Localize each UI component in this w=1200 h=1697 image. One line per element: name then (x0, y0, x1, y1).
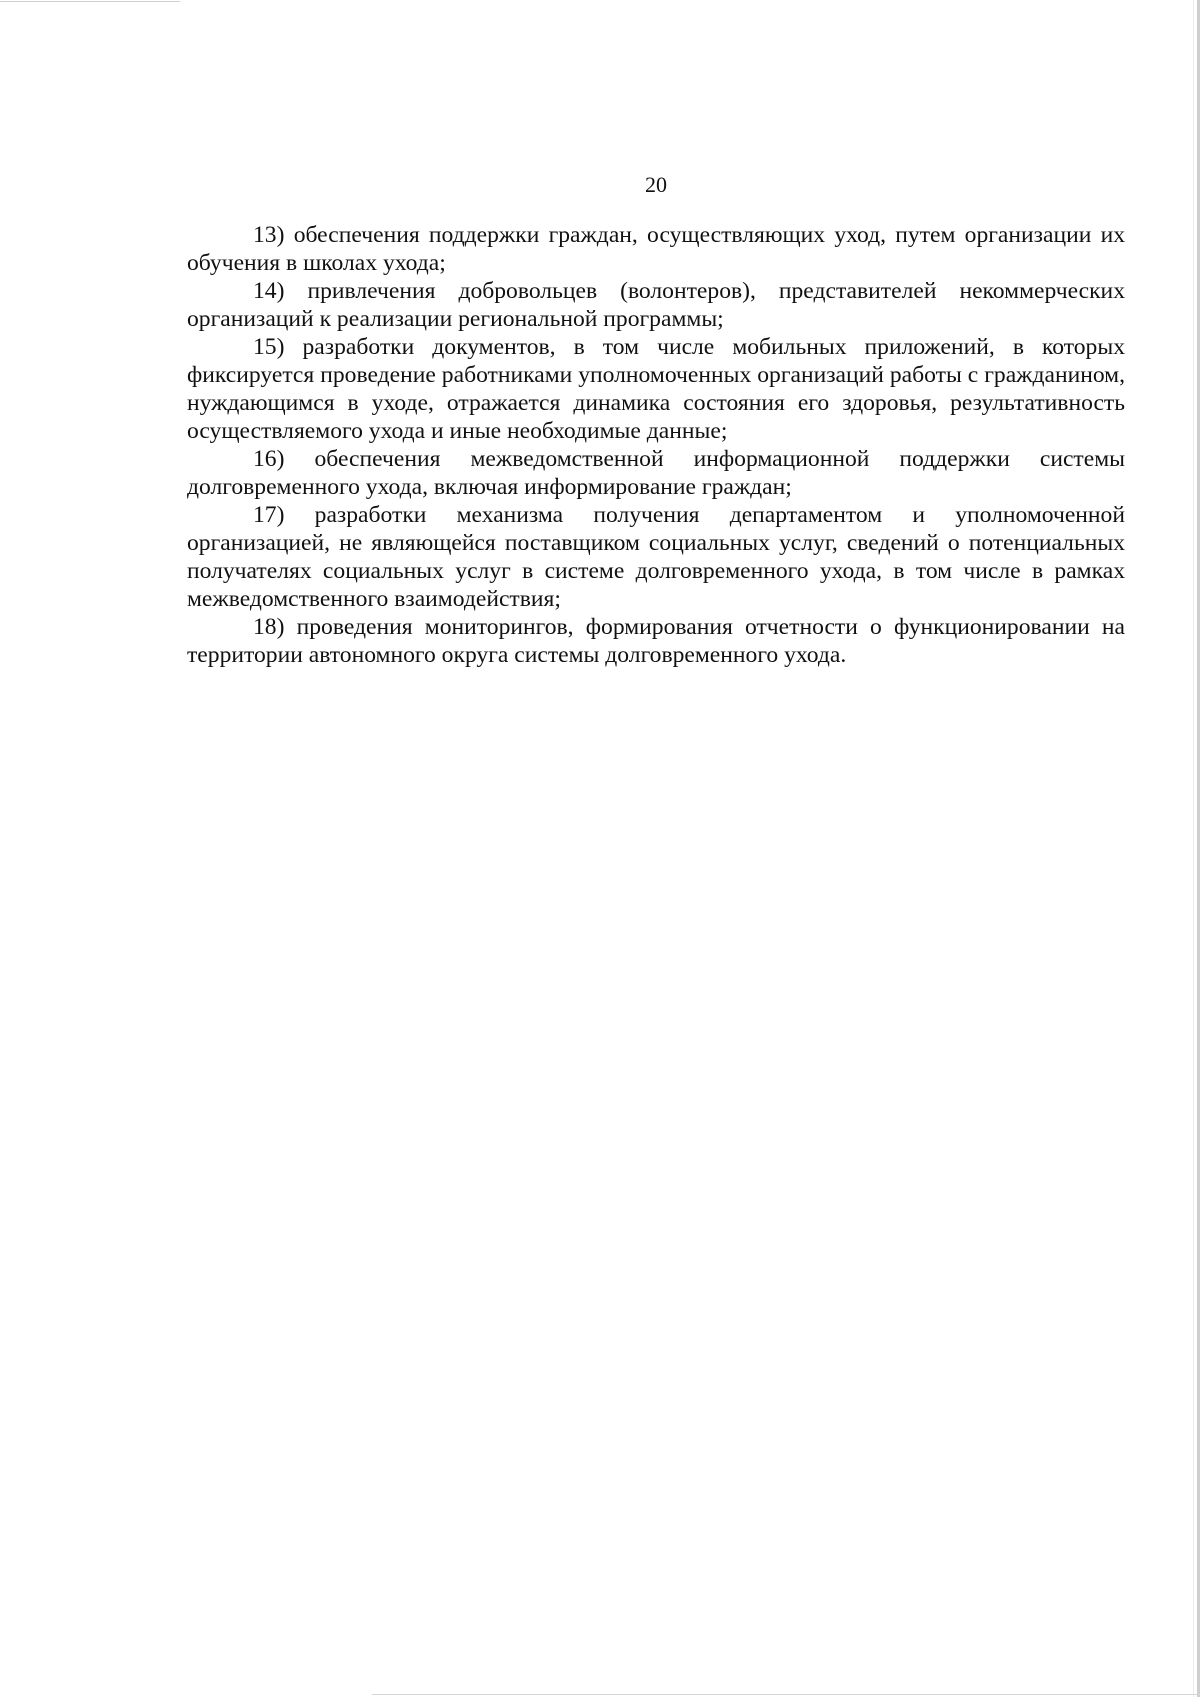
page-number: 20 (645, 172, 667, 197)
list-item: 18) проведения мониторингов, формирования отчетности о функционировании на территории автономного округа системы долговременного ухода. (187, 614, 1125, 668)
scan-edge-right-inner (1193, 0, 1194, 1697)
list-item: 15) разработки документов, в том числе мобильных приложений, в которых фиксируется проведение работниками уполномоченных организаций работы с гражданином, нуждающимся в уходе, отражается динамика состояния его здоровья, результативность осуществляемого ухода и иные необходимые данные; (187, 334, 1125, 444)
scan-edge-top (0, 1, 180, 2)
list-item: 13) обеспечения поддержки граждан, осуществляющих уход, путем организации их обучения в школах ухода; (187, 222, 1125, 276)
list-item: 14) привлечения добровольцев (волонтеров), представителей некоммерческих организаций к реализации региональной программы; (187, 278, 1125, 332)
list-item: 16) обеспечения межведомственной информационной поддержки системы долговременного ухода, включая информирование граждан; (187, 446, 1125, 500)
scan-edge-bottom (372, 1694, 1200, 1695)
document-body (187, 221, 1125, 669)
list-item: 17) разработки механизма получения департаментом и уполномоченной организацией, не являющейся поставщиком социальных услуг, сведений о потенциальных получателях социальных услуг в системе долговременного ухода, в том числе в рамках межведомственного взаимодействия; (187, 502, 1125, 612)
